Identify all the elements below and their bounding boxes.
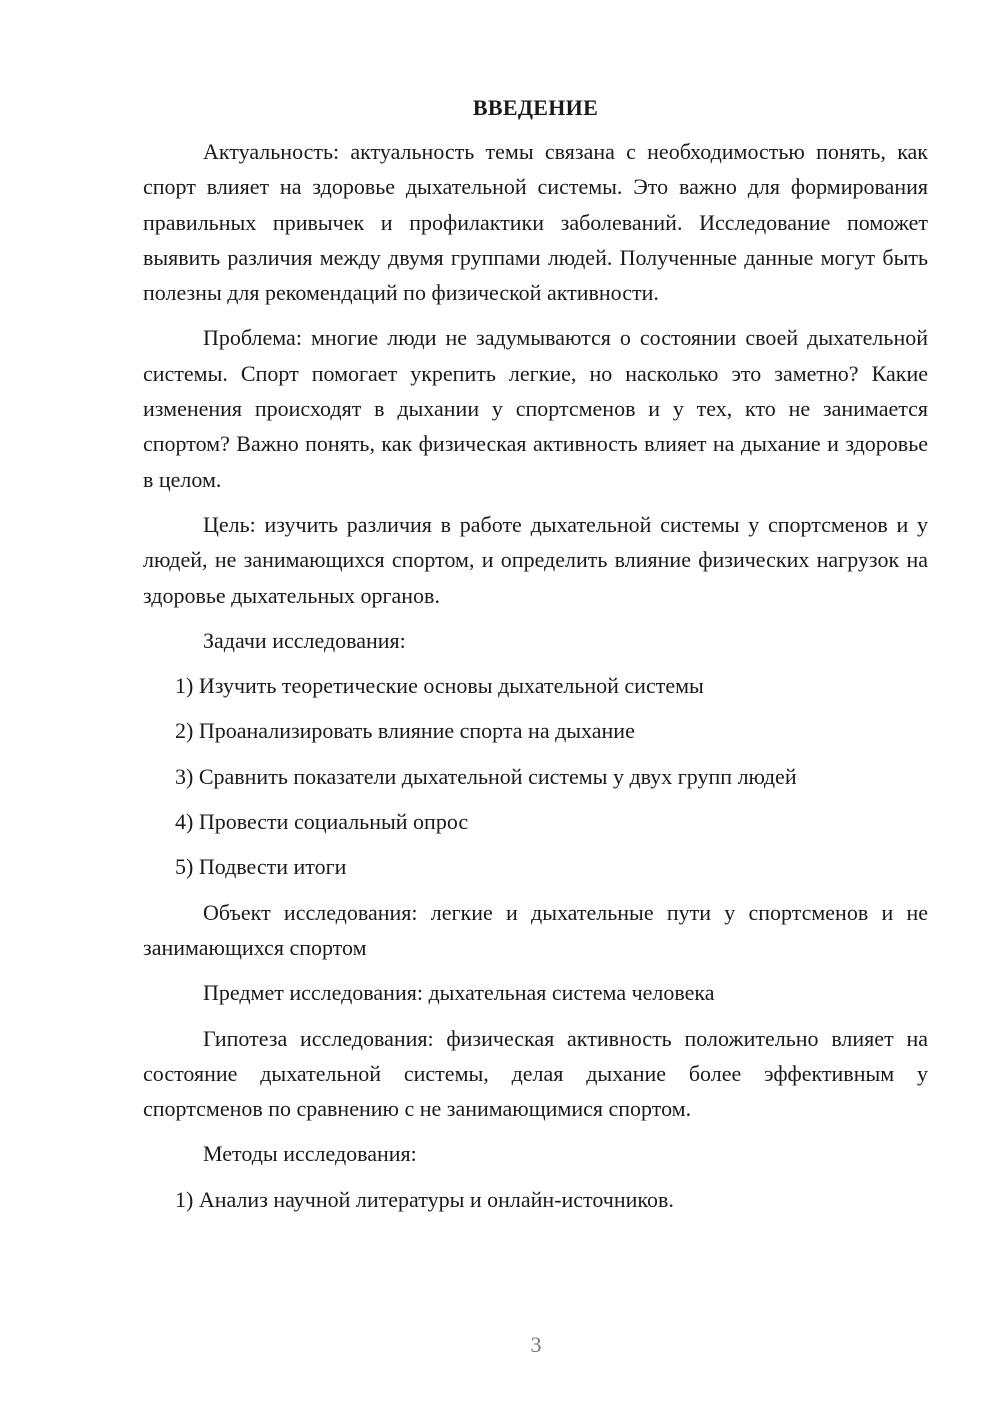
page-content: [143, 92, 928, 1227]
goal-paragraph: Цель: изучить различия в работе дыхательной системы у спортсменов и у людей, не занимающихся спортом, и определить влияние физических нагрузок на здоровье дыхательных органов.: [143, 511, 928, 608]
subject-line: Предмет исследования: дыхательная система человека: [203, 980, 715, 1006]
section-heading: ВВЕДЕНИЕ: [472, 95, 599, 120]
task-item: 2) Проанализировать влияние спорта на дыхание: [175, 718, 635, 744]
task-item: 4) Провести социальный опрос: [175, 809, 469, 835]
relevance-paragraph: Актуальность: актуальность темы связана с необходимостью понять, как спорт влияет на здоровье дыхательной системы. Это важно для формирования правильных привычек и профилактики заболеваний. Исследование поможет выявить различия между двумя группами людей. Полученные данные могут быть полезны для рекомендаций по физической активности.: [143, 139, 928, 306]
task-item: 1) Изучить теоретические основы дыхательной системы: [175, 673, 704, 699]
methods-title: Методы исследования:: [203, 1141, 417, 1167]
page-number: 3: [530, 1332, 542, 1357]
problem-paragraph: Проблема: многие люди не задумываются о состоянии своей дыхательной системы. Спорт помогает укрепить легкие, но насколько это заметно? Какие изменения происходят в дыхании у спортсменов и у тех, кто не занимается спортом? Важно понять, как физическая активность влияет на дыхание и здоровье в целом.: [143, 325, 928, 492]
task-item: 3) Сравнить показатели дыхательной системы у двух групп людей: [175, 763, 797, 789]
object-paragraph: Объект исследования: легкие и дыхательные пути у спортсменов и не занимающихся спортом: [143, 899, 928, 960]
method-item: 1) Анализ научной литературы и онлайн-источников.: [175, 1186, 674, 1212]
hypothesis-paragraph: Гипотеза исследования: физическая активность положительно влияет на состояние дыхательной системы, делая дыхание более эффективным у спортсменов по сравнению с не занимающимися спортом.: [143, 1025, 928, 1122]
tasks-title: Задачи исследования:: [203, 627, 406, 653]
task-item: 5) Подвести итоги: [175, 854, 347, 880]
